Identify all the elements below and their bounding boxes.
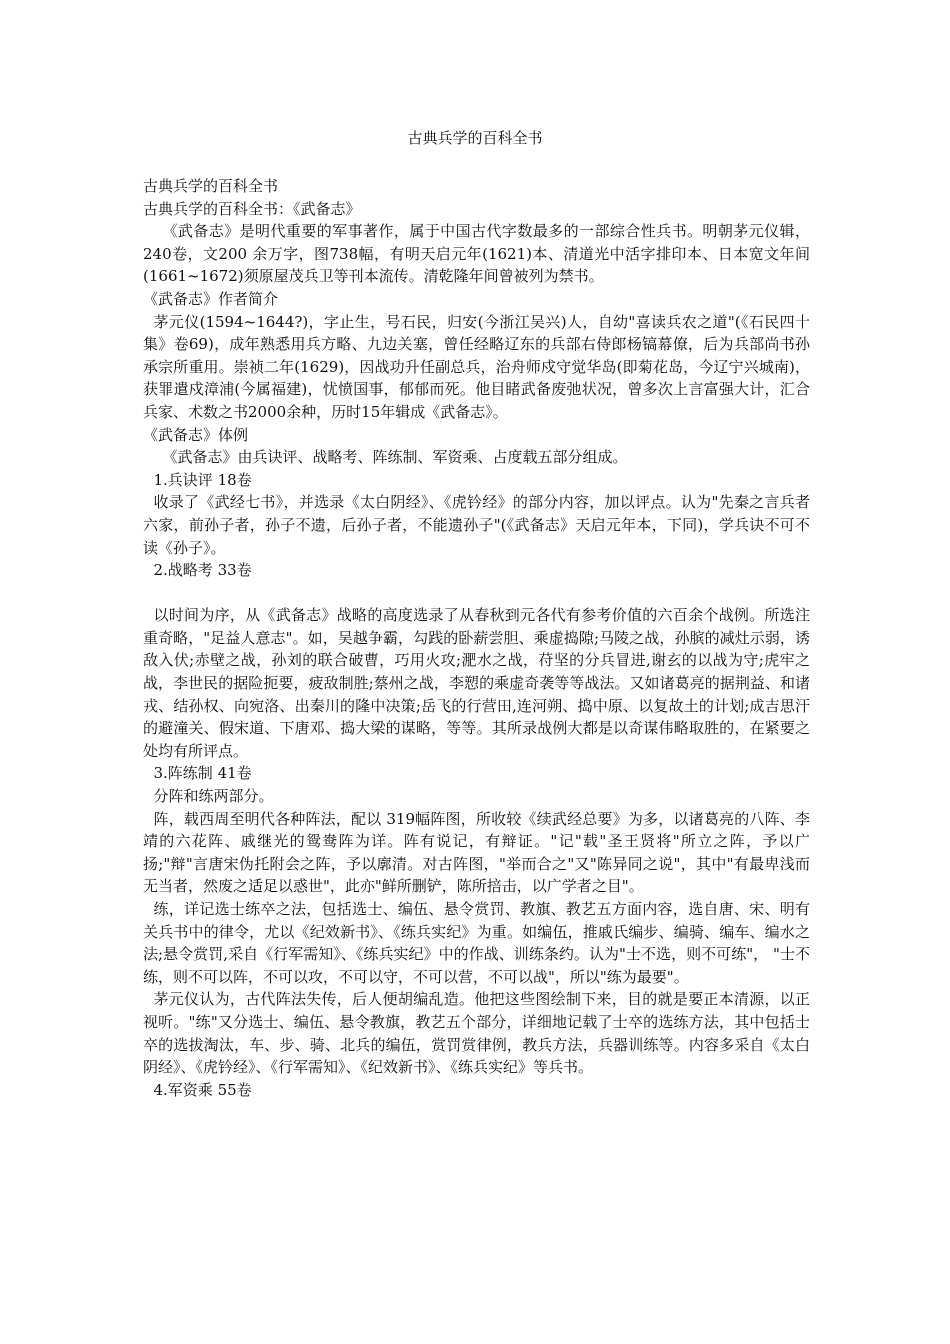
- body-paragraph: 分阵和练两部分。: [153, 787, 274, 806]
- body-paragraph: 收录了《武经七书》，并选录《太白阴经》、《虎钤经》的部分内容，加以评点。认为"先秦之言兵者六家，前孙子者，孙子不遗，后孙子者，不能遗孙子"(《武备志》天启元年本，下同)，学兵诀不可不读《孙子》。: [143, 493, 810, 557]
- section-heading: 《武备志》体例: [143, 425, 249, 444]
- section-heading: 古典兵学的百科全书：《武备志》: [143, 199, 361, 218]
- body-paragraph: 《武备志》是明代重要的军事著作，属于中国古代字数最多的一部综合性兵书。明朝茅元仪辑，240卷，文200 余万字，图738幅，有明天启元年(1621)本、清道光中活字排印本、日本宽文年间(1661~1672)须原屋茂兵卫等刊本流传。清乾隆年间曾被列为禁书。: [143, 222, 810, 286]
- body-paragraph: 阵，载西周至明代各种阵法，配以 319幅阵图，所收较《续武经总要》为多，以诸葛亮的八阵、李靖的六花阵、戚继光的鸳鸯阵为详。阵有说记，有辩证。"记"载"圣王贤将"所立之阵，予以广扬;"辩"言唐宋伪托附会之阵，予以廓清。对古阵图，"举而合之"又"陈异同之说"，其中"有最卑浅而无当者，然废之适足以惑世"，此亦"鲜所删铲，陈所掊击，以广学者之目"。: [143, 809, 810, 896]
- section-heading: 《武备志》作者简介: [143, 289, 279, 308]
- body-paragraph: 练，详记选士练卒之法，包括选士、编伍、悬令赏罚、教旗、教艺五方面内容，选自唐、宋、明有关兵书中的律令，尤以《纪效新书》、《练兵实纪》为重。如编伍，推戚氏编步、编骑、编车、编水之法;悬令赏罚,采自《行军需知》、《练兵实纪》中的作战、训练条约。认为"士不选，则不可练"， "士不练，则不可以阵，不可以攻，不可以守，不可以营，不可以战"，所以"练为最要"。: [143, 900, 810, 986]
- body-paragraph: 2.战略考 33卷: [153, 561, 252, 580]
- body-paragraph: 茅元仪认为，古代阵法失传，后人便胡编乱造。他把这些图绘制下来，目的就是要正本清源，以正视听。"练"又分选士、编伍、悬令教旗，教艺五个部分，详细地记载了士卒的选练方法，其中包括士卒的选拔淘汰，车、步、骑、北兵的编伍，赏罚赏律例，教兵方法，兵器训练等。内容多采自《太白阴经》、《虎钤经》、《行军需知》、《纪效新书》、《练兵实纪》等兵书。: [143, 990, 810, 1077]
- document-body: [143, 175, 810, 1101]
- body-paragraph: 4.军资乘 55卷: [153, 1080, 252, 1099]
- blank-line: [143, 582, 810, 605]
- body-paragraph: 茅元仪(1594~1644?)，字止生，号石民，归安(今浙江吴兴)人，自幼"喜读兵农之道"(《石民四十集》卷69)，成年熟悉用兵方略、九边关塞，曾任经略辽东的兵部右侍郎杨镐幕僚，后为兵部尚书孙承宗所重用。崇祯二年(1629)，因战功升任副总兵，治舟师戍守觉华岛(即菊花岛，今辽宁兴城南)，获罪遣戍漳浦(今属福建)，忧愤国事，郁郁而死。他目睹武备废弛状况，曾多次上言富强大计，汇合兵家、术数之书2000余种，历时15年辑成《武备志》。: [143, 312, 810, 421]
- body-paragraph: 《武备志》由兵诀评、战略考、阵练制、军资乘、占度载五部分组成。: [162, 448, 628, 467]
- document-title: 古典兵学的百科全书: [407, 129, 543, 147]
- body-paragraph: 1.兵诀评 18卷: [153, 470, 252, 489]
- section-heading: 古典兵学的百科全书: [143, 177, 279, 195]
- body-paragraph: 以时间为序，从《武备志》战略的高度选录了从春秋到元各代有参考价值的六百余个战例。所选注重奇略，"足益人意志"。如，吴越争霸，勾践的卧薪尝胆、乘虚捣隙;马陵之战，孙膑的减灶示弱，诱敌入伏;赤壁之战，孙刘的联合破曹，巧用火攻;淝水之战，苻坚的分兵冒进,谢玄的以战为守;虎牢之战，李世民的据险扼要，疲敌制胜;蔡州之战，李愬的乘虚奇袭等等战法。又如诸葛亮的据荆益、和诸戎、结孙权、向宛洛、出秦川的隆中决策;岳飞的行营田,连河朔、捣中原、以复故土的计划;成吉思汗的避潼关、假宋道、下唐邓、捣大梁的谋略，等等。其所录战例大都是以奇谋伟略取胜的，在紧要之处均有所评点。: [143, 606, 810, 760]
- body-paragraph: 3.阵练制 41卷: [153, 764, 252, 783]
